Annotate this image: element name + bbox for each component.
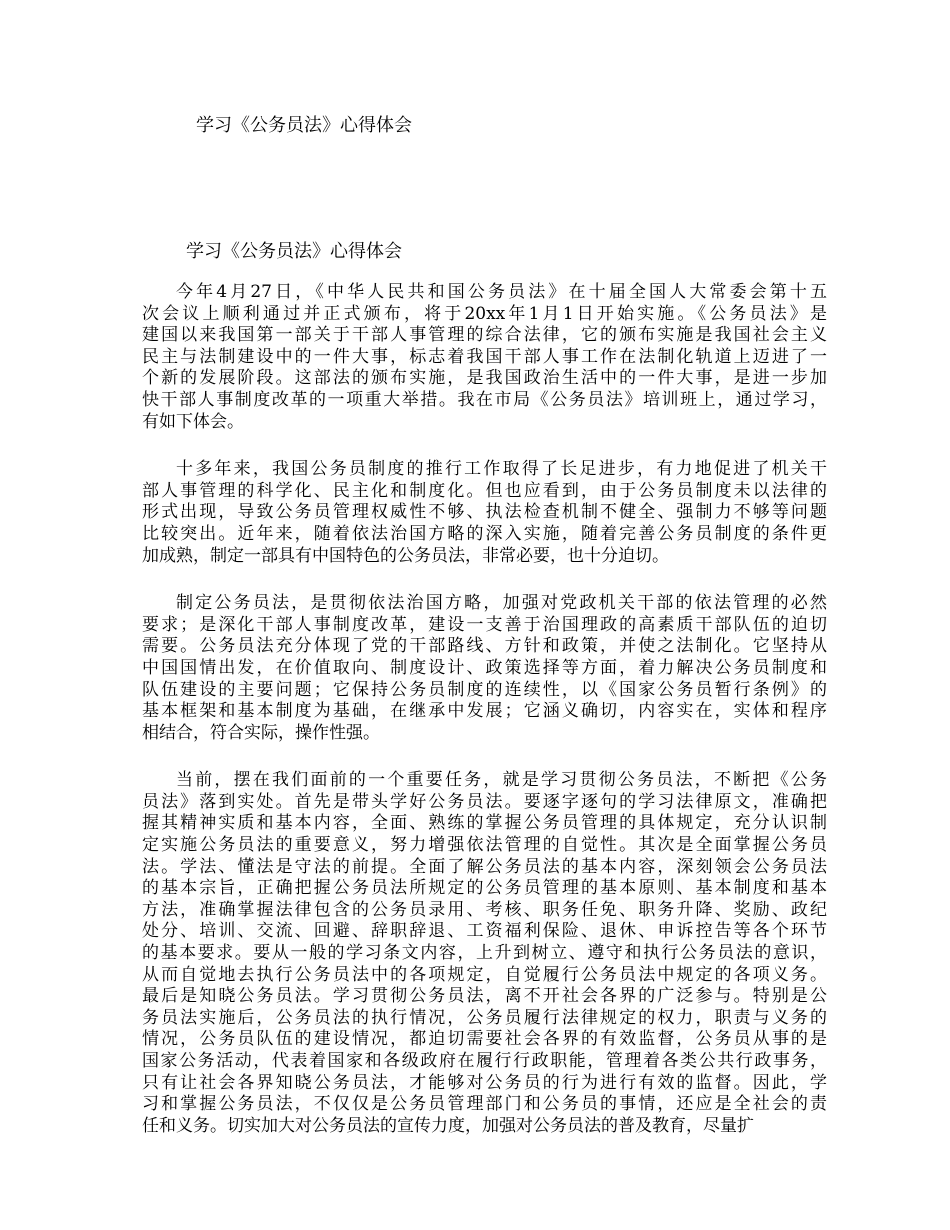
paragraph-line: 中国国情出发，在价值取向、制度设计、政策选择等方面，着力解决公务员制度和 [142, 657, 827, 678]
paragraph-line: 员法》落到实处。首先是带头学好公务员法。要逐字逐句的学习法律原文，准确把 [142, 791, 827, 812]
paragraph-line: 比较突出。近年来，随着依法治国方略的深入实施，随着完善公务员制度的条件更 [142, 523, 827, 544]
paragraph-line: 个新的发展阶段。这部法的颁布实施，是我国政治生活中的一件大事，是进一步加 [142, 368, 827, 389]
paragraph-line: 习和掌握公务员法，不仅仅是公务员管理部门和公务员的事情，还应是全社会的责 [142, 1094, 827, 1115]
paragraph-line: 的基本要求。要从一般的学习条文内容，上升到树立、遵守和执行公务员法的意识， [142, 943, 827, 964]
paragraph-line: 民主与法制建设中的一件大事，标志着我国干部人事工作在法制化轨道上迈进了一 [142, 346, 827, 367]
paragraph [142, 459, 827, 567]
paragraph-line: 要求；是深化干部人事制度改革，建设一支善于治国理政的高素质干部队伍的迫切 [142, 614, 827, 635]
paragraph-line: 快干部人事制度改革的一项重大举措。我在市局《公务员法》培训班上，通过学习， [142, 389, 827, 410]
paragraph-line: 部人事管理的科学化、民主化和制度化。但也应看到，由于公务员制度未以法律的 [142, 480, 827, 501]
paragraph-line: 十多年来，我国公务员制度的推行工作取得了长足进步，有力地促进了机关干 [176, 459, 827, 480]
paragraph-line: 国家公务活动，代表着国家和各级政府在履行行政职能，管理着各类公共行政事务， [142, 1051, 827, 1071]
paragraph-line: 形式出现，导致公务员管理权威性不够、执法检查机制不健全、强制力不够等问题 [142, 502, 827, 523]
paragraph-line: 法。学法、懂法是守法的前提。全面了解公务员法的基本内容，深刻领会公务员法 [142, 856, 827, 877]
paragraph-list [142, 282, 827, 1137]
paragraph-line: 需要。公务员法充分体现了党的干部路线、方针和政策，并使之法制化。它坚持从 [142, 636, 827, 657]
paragraph-line: 处分、培训、交流、回避、辞职辞退、工资福利保险、退休、申诉控告等各个环节 [142, 921, 827, 942]
paragraph-line: 只有让社会各界知晓公务员法，才能够对公务员的行为进行有效的监督。因此，学 [142, 1072, 827, 1093]
paragraph-line: 队伍建设的主要问题；它保持公务员制度的连续性，以《国家公务员暂行条例》的 [142, 679, 827, 700]
paragraph-line: 任和义务。切实加大对公务员法的宣传力度，加强对公务员法的普及教育，尽量扩 [142, 1115, 754, 1136]
article-heading: 学习《公务员法》心得体会 [186, 241, 402, 262]
paragraph-line: 次会议上顺利通过并正式颁布，将于20xx年1月1日开始实施。《公务员法》是 [142, 303, 827, 324]
paragraph [142, 282, 827, 433]
paragraph-line: 有如下体会。 [142, 411, 244, 432]
paragraph-line: 的基本宗旨，正确把握公务员法所规定的公务员管理的基本原则、基本制度和基本 [142, 878, 827, 899]
paragraph-line: 今年4月27日，《中华人民共和国公务员法》在十届全国人大常委会第十五 [176, 282, 827, 302]
paragraph [142, 593, 827, 744]
paragraph-line: 情况，公务员队伍的建设情况，都迫切需要社会各界的有效监督，公务员从事的是 [142, 1029, 827, 1050]
document-body [142, 240, 827, 1163]
paragraph-line: 从而自觉地去执行公务员法中的各项规定，自觉履行公务员法中规定的各项义务。 [142, 964, 827, 985]
paragraph-line: 方法，准确掌握法律包含的公务员录用、考核、职务任免、职务升降、奖励、政纪 [142, 899, 827, 920]
paragraph-line: 握其精神实质和基本内容，全面、熟练的掌握公务员管理的具体规定，充分认识制 [142, 813, 827, 834]
paragraph-line: 定实施公务员法的重要意义，努力增强依法管理的自觉性。其次是全面掌握公务员 [142, 835, 827, 856]
paragraph-line: 当前，摆在我们面前的一个重要任务，就是学习贯彻公务员法，不断把《公务 [176, 770, 827, 791]
document-title: 学习《公务员法》心得体会 [196, 115, 412, 136]
paragraph-line: 建国以来我国第一部关于干部人事管理的综合法律，它的颁布实施是我国社会主义 [142, 325, 827, 346]
paragraph-line: 加成熟，制定一部具有中国特色的公务员法，非常必要，也十分迫切。 [142, 545, 669, 566]
paragraph [142, 770, 827, 1137]
paragraph-line: 相结合，符合实际，操作性强。 [142, 722, 380, 743]
paragraph-line: 最后是知晓公务员法。学习贯彻公务员法，离不开社会各界的广泛参与。特别是公 [142, 986, 827, 1007]
paragraph-line: 制定公务员法，是贯彻依法治国方略，加强对党政机关干部的依法管理的必然 [176, 593, 827, 614]
paragraph-line: 务员法实施后，公务员法的执行情况，公务员履行法律规定的权力，职责与义务的 [142, 1007, 827, 1028]
paragraph-line: 基本框架和基本制度为基础，在继承中发展；它涵义确切，内容实在，实体和程序 [142, 701, 827, 722]
